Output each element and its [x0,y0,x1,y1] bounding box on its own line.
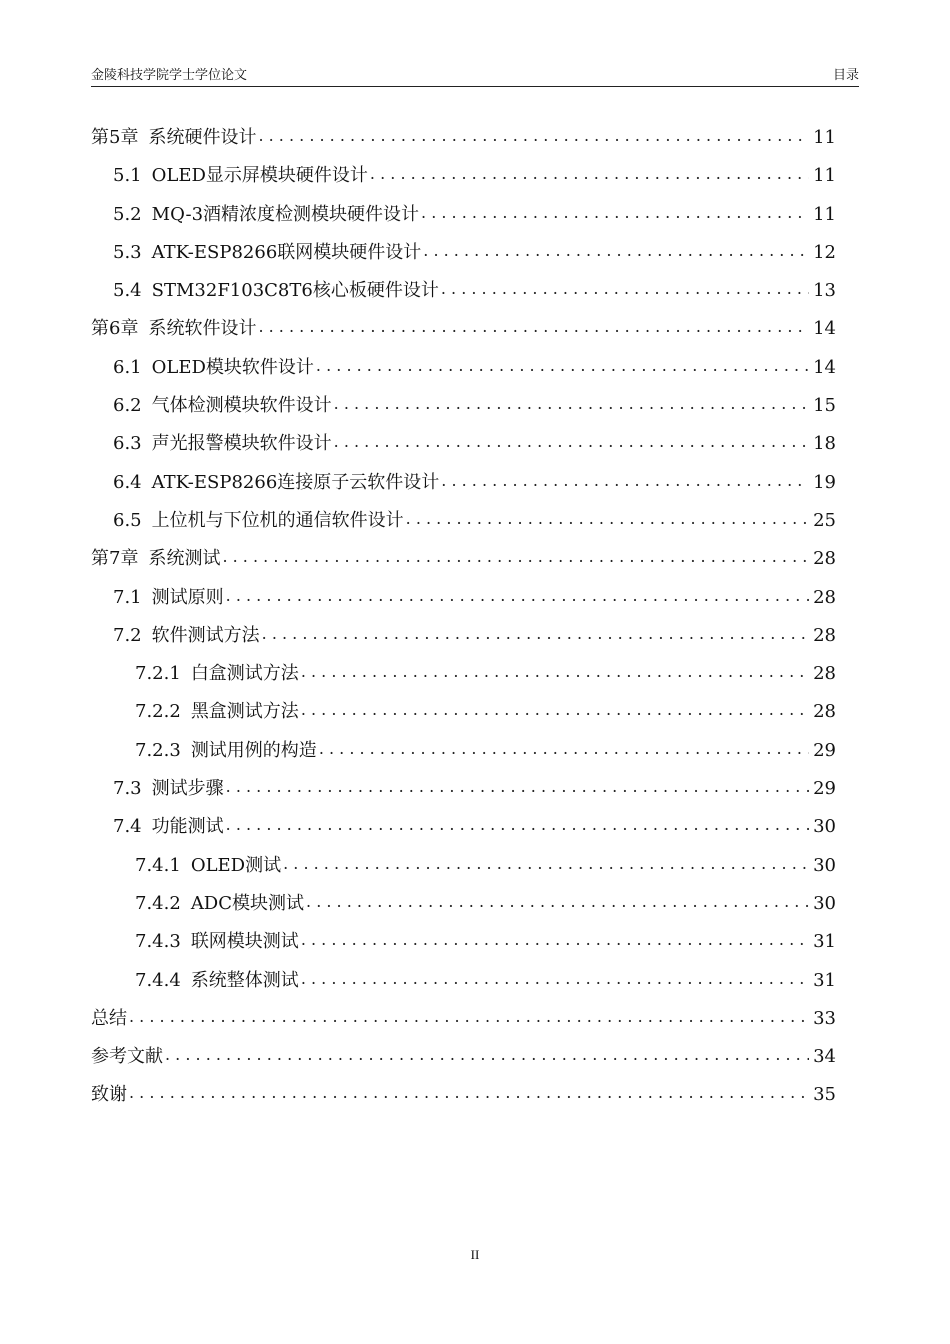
toc-entry-title: OLED测试 [190,854,282,876]
section-header-label: 目录 [832,68,859,83]
toc-dot-leader [441,462,809,500]
toc-entry-number: 第5章 [91,127,139,148]
toc-entry-number: 6.5 [113,509,142,531]
toc-entry[interactable] [91,962,836,1000]
toc-entry-number: 7.4.4 [135,969,181,991]
toc-entry-number: 7.2.1 [135,663,181,685]
toc-entry[interactable] [91,502,836,540]
toc-entry[interactable] [91,579,836,617]
toc-entry-title: 系统硬件设计 [148,127,257,148]
toc-entry-number: 7.2.2 [135,701,181,723]
toc-entry-title: STM32F103C8T6核心板硬件设计 [151,280,439,302]
toc-entry-title: 参考文献 [91,1046,163,1068]
toc-entry-number: 6.2 [113,395,142,417]
toc-entry-page: 19 [813,471,836,493]
toc-dot-leader [301,960,809,998]
toc-entry-title: OLED显示屏模块硬件设计 [151,165,368,187]
toc-entry-number: 5.1 [113,165,142,187]
toc-entry[interactable] [91,1000,836,1038]
toc-entry-title: 测试原则 [151,586,224,608]
toc-dot-leader [406,500,809,538]
toc-entry[interactable] [91,1038,836,1076]
toc-entry-title: 软件测试方法 [151,624,260,646]
toc-entry-page: 34 [813,1046,836,1068]
toc-dot-leader [283,845,809,883]
toc-dot-leader [316,347,809,385]
toc-entry[interactable] [91,732,836,770]
toc-entry-number: 5.4 [113,280,142,302]
toc-dot-leader [262,615,809,653]
toc-entry-number: 第7章 [91,548,139,570]
toc-entry-title: 系统软件设计 [148,318,257,340]
toc-dot-leader [441,270,809,308]
toc-entry-title: 白盒测试方法 [190,663,299,685]
toc-entry-number: 7.4.1 [135,854,181,876]
toc-entry-title: ATK-ESP8266联网模块硬件设计 [151,241,422,263]
toc-entry[interactable] [91,540,836,578]
toc-entry-title: 黑盒测试方法 [190,701,299,723]
toc-entry[interactable] [91,847,836,885]
toc-entry-title: ATK-ESP8266连接原子云软件设计 [151,471,440,493]
toc-entry-page: 33 [813,1007,836,1029]
toc-entry-title: 气体检测模块软件设计 [151,395,332,417]
toc-entry[interactable] [91,808,836,846]
toc-entry[interactable] [91,425,836,463]
toc-entry-page: 14 [813,356,836,378]
toc-entry[interactable] [91,617,836,655]
toc-dot-leader [226,768,809,806]
toc-entry-page: 13 [813,280,836,302]
toc-entry-page: 28 [813,663,836,685]
toc-entry-page: 35 [813,1084,836,1106]
toc-dot-leader [301,653,809,691]
toc-entry[interactable] [91,157,836,195]
toc-entry[interactable] [91,770,836,808]
toc-dot-leader [129,1074,809,1112]
toc-entry-page: 28 [813,624,836,646]
toc-entry-number: 7.4.2 [135,892,181,914]
toc-dot-leader [334,385,809,423]
toc-entry-page: 15 [813,395,836,417]
toc-entry-page: 30 [813,816,836,838]
toc-entry-title: 测试用例的构造 [190,739,317,761]
toc-entry[interactable] [91,310,836,348]
toc-entry-title: 功能测试 [151,816,224,838]
toc-entry-title: 致谢 [91,1084,127,1106]
table-of-contents [91,119,836,1115]
toc-entry[interactable] [91,349,836,387]
toc-entry-number: 7.2 [113,624,142,646]
toc-dot-leader [258,117,809,155]
toc-entry[interactable] [91,655,836,693]
toc-entry-title: 系统测试 [148,548,221,570]
toc-dot-leader [301,691,809,729]
toc-entry-title: 联网模块测试 [190,931,299,953]
toc-dot-leader [226,806,809,844]
toc-entry-page: 28 [813,548,836,570]
toc-entry-page: 31 [813,969,836,991]
toc-entry-page: 30 [813,854,836,876]
toc-dot-leader [334,423,809,461]
toc-entry-title: 上位机与下位机的通信软件设计 [151,509,404,531]
toc-entry-page: 11 [813,165,836,187]
toc-entry-page: 11 [813,203,836,225]
toc-entry-page: 29 [813,778,836,800]
toc-entry-title: 声光报警模块软件设计 [151,433,332,455]
toc-entry[interactable] [91,923,836,961]
toc-entry-page: 31 [813,931,836,953]
toc-entry-page: 18 [813,433,836,455]
toc-entry-number: 6.1 [113,356,142,378]
toc-entry-title: 总结 [91,1007,127,1029]
toc-entry-page: 28 [813,586,836,608]
toc-dot-leader [421,194,809,232]
toc-dot-leader [258,308,809,346]
toc-entry-title: 系统整体测试 [190,969,299,991]
thesis-header-title: 金陵科技学院学士学位论文 [91,68,248,83]
toc-entry-number: 第6章 [91,318,139,340]
toc-entry-number: 7.2.3 [135,739,181,761]
toc-entry[interactable] [91,196,836,234]
toc-dot-leader [370,155,809,193]
toc-entry-page: 30 [813,892,836,914]
toc-dot-leader [319,730,809,768]
toc-dot-leader [165,1036,809,1074]
toc-entry[interactable] [91,234,836,272]
toc-entry-title: OLED模块软件设计 [151,356,314,378]
toc-dot-leader [306,883,809,921]
toc-entry-page: 14 [813,318,836,340]
toc-entry-page: 28 [813,701,836,723]
toc-dot-leader [301,921,809,959]
toc-entry-number: 7.4.3 [135,931,181,953]
toc-entry-number: 5.3 [113,241,142,263]
toc-entry[interactable] [91,693,836,731]
toc-dot-leader [222,538,809,576]
toc-entry[interactable] [91,1076,836,1114]
toc-entry-page: 25 [813,509,836,531]
toc-entry-page: 11 [813,127,836,148]
toc-entry-page: 12 [813,241,836,263]
page-number: II [470,1247,480,1262]
toc-entry-number: 7.1 [113,586,142,608]
toc-entry[interactable] [91,272,836,310]
toc-dot-leader [129,998,809,1036]
toc-dot-leader [423,232,809,270]
toc-entry-page: 29 [813,739,836,761]
toc-entry-title: 测试步骤 [151,778,224,800]
toc-entry-number: 6.4 [113,471,142,493]
toc-entry-number: 5.2 [113,203,142,225]
toc-entry[interactable] [91,885,836,923]
toc-entry-title: MQ-3酒精浓度检测模块硬件设计 [151,203,420,225]
toc-entry-title: ADC模块测试 [190,892,305,914]
toc-entry[interactable] [91,119,836,157]
toc-entry-number: 6.3 [113,433,142,455]
toc-dot-leader [226,577,809,615]
page-header [91,66,859,87]
toc-entry[interactable] [91,387,836,425]
toc-entry[interactable] [91,464,836,502]
toc-entry-number: 7.4 [113,816,142,838]
toc-entry-number: 7.3 [113,778,142,800]
